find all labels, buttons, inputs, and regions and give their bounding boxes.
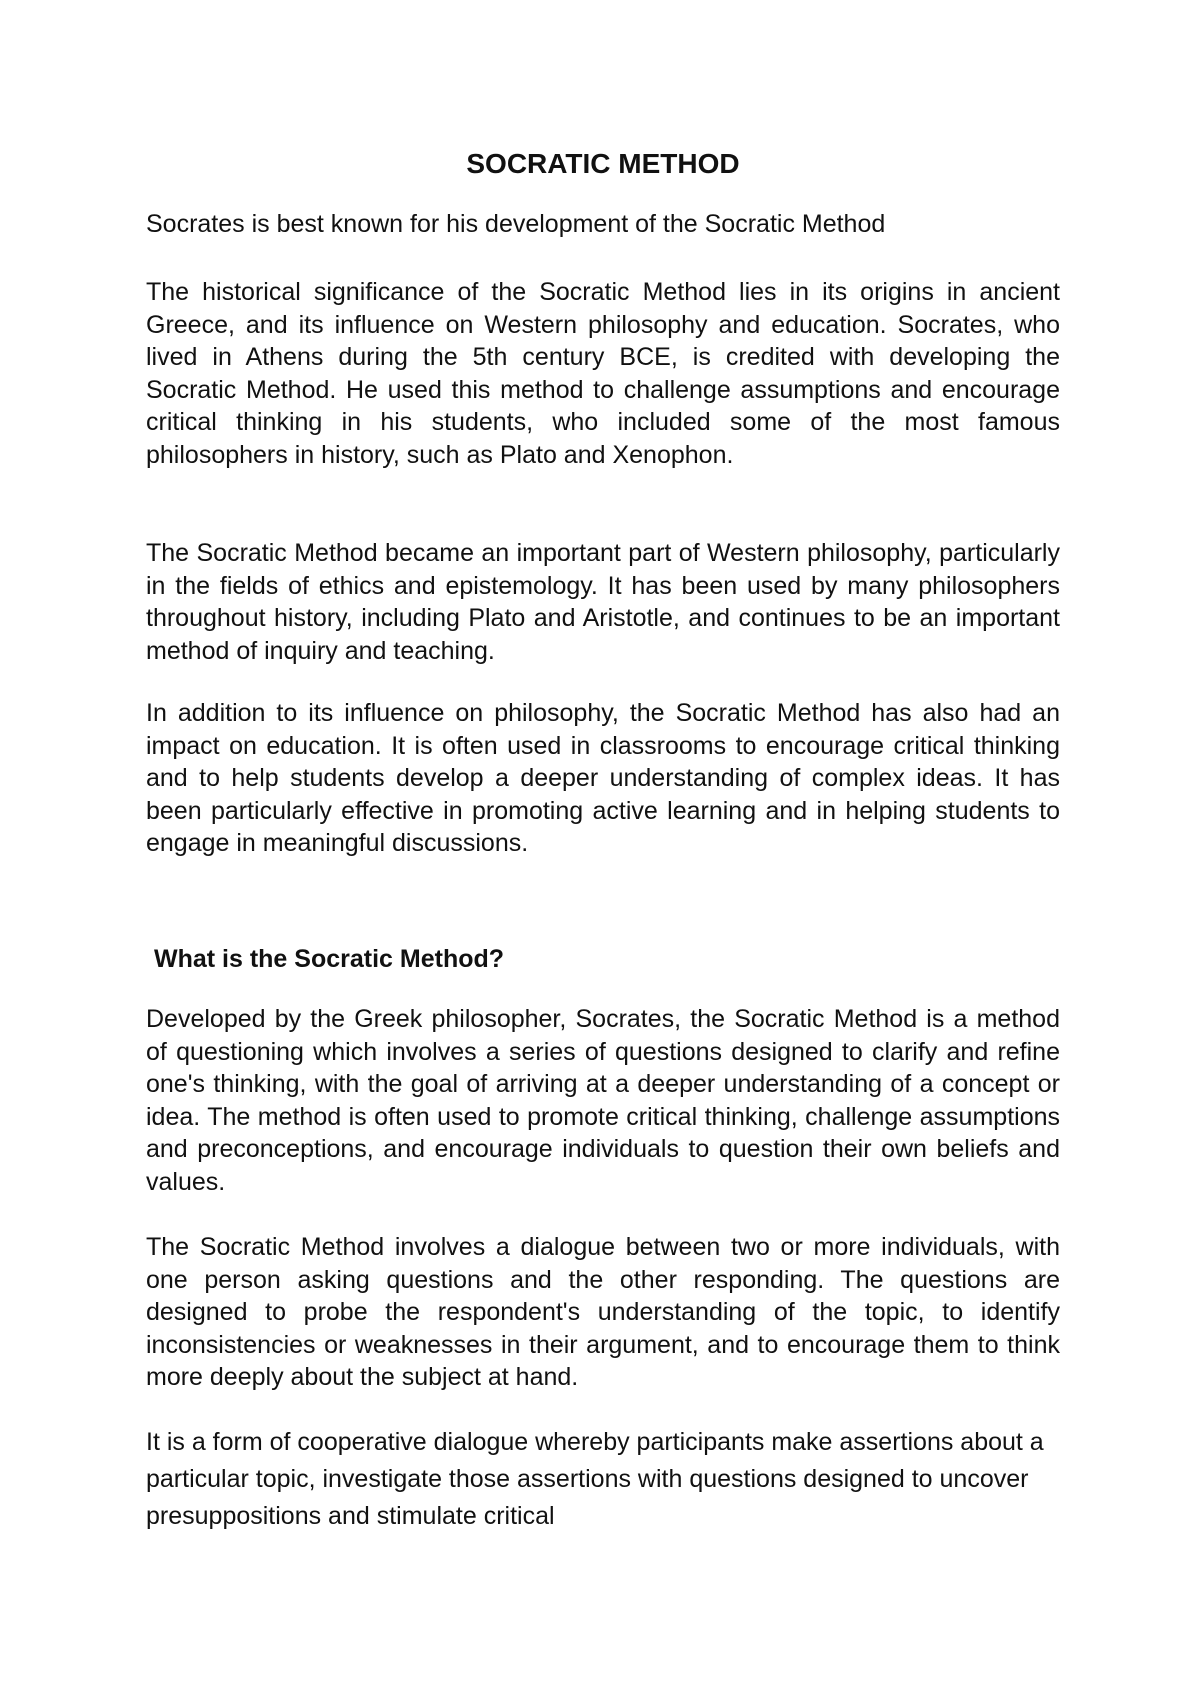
paragraph-education-impact: In addition to its influence on philosophy, the Socratic Method has also had an impact on education. It is often used in classrooms to encourage critical thinking and to help students develop a deeper understanding of complex ideas. It has been particularly effective in promoting active learning and in helping students to engage in meaningful discussions. xyxy=(146,699,1060,858)
intro-sentence: Socrates is best known for his development of the Socratic Method xyxy=(146,210,886,238)
section-heading: What is the Socratic Method? xyxy=(154,945,505,973)
paragraph-definition: Developed by the Greek philosopher, Socrates, the Socratic Method is a method of questioning which involves a series of questions designed to clarify and refine one's thinking, with the goal of arriving at a deeper understanding of a concept or idea. The method is often used to promote critical thinking, challenge assumptions and preconceptions, and encourage individuals to question their own beliefs and values. xyxy=(146,1005,1060,1196)
paragraph-historical-significance: The historical significance of the Socratic Method lies in its origins in ancient Greece, and its influence on Western philosophy and education. Socrates, who lived in Athens during the 5th century BCE, is credited with developing the Socratic Method. He used this method to challenge assumptions and encourage critical thinking in his students, who included some of the most famous philosophers in history, such as Plato and Xenophon. xyxy=(146,278,1060,469)
paragraph-western-philosophy: The Socratic Method became an important part of Western philosophy, particularly in the fields of ethics and epistemology. It has been used by many philosophers throughout history, including Plato and Aristotle, and continues to be an important method of inquiry and teaching. xyxy=(146,539,1060,665)
paragraph-dialogue: The Socratic Method involves a dialogue between two or more individuals, with one person asking questions and the other responding. The questions are designed to probe the respondent's understanding of the topic, to identify inconsistencies or weaknesses in their argument, and to encourage them to think more deeply about the subject at hand. xyxy=(146,1233,1060,1392)
paragraph-cooperative-dialogue: It is a form of cooperative dialogue whereby participants make assertions about a particular topic, investigate those assertions with questions designed to uncover presuppositions and stimulate critical xyxy=(146,1428,1044,1530)
document-title: SOCRATIC METHOD xyxy=(466,148,740,179)
